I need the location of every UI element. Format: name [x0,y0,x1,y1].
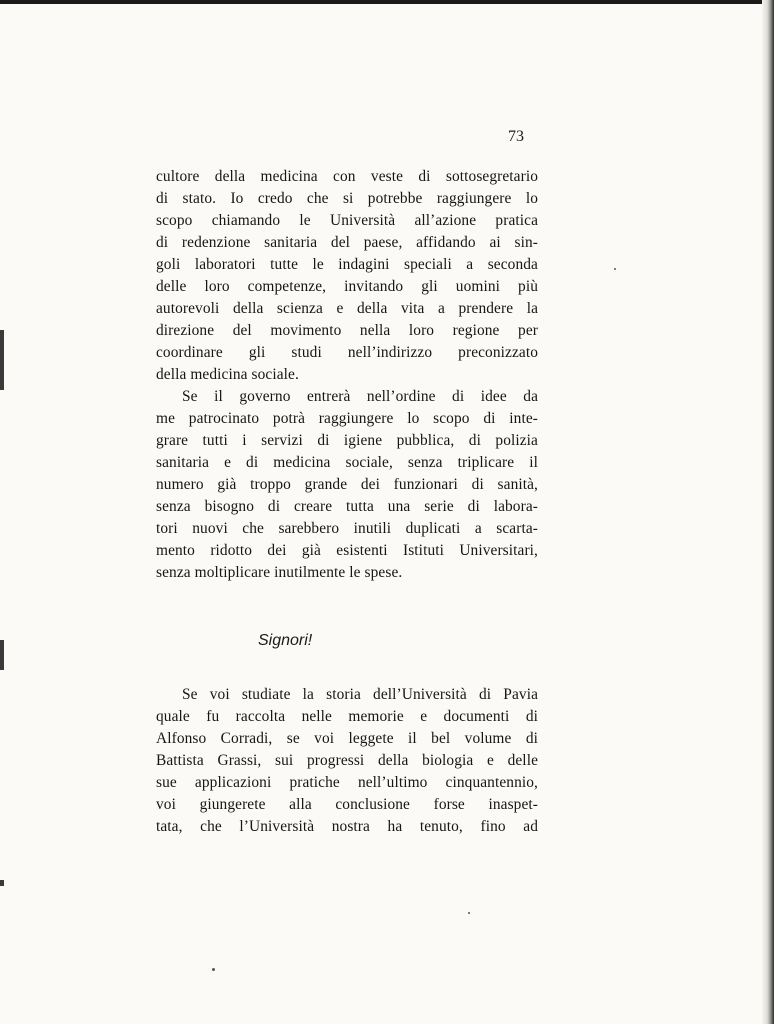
text-line: mento ridotto dei già esistenti Istituti Universitari, [156,542,538,559]
scan-left-edge-mark [0,330,4,390]
body-text-bottom [156,684,538,838]
text-line: senza bisogno di creare tutta una serie di labora- [156,498,538,515]
text-line: tori nuovi che sarebbero inutili duplicati a scarta- [156,520,538,537]
text-line: coordinare gli studi nell’indirizzo preconizzato [156,344,538,361]
text-line: scopo chiamando le Università all’azione pratica [156,212,538,229]
scan-left-edge-mark [0,640,4,670]
text-line: direzione del movimento nella loro regione per [156,322,538,339]
scan-speck [468,912,470,914]
text-line: sue applicazioni pratiche nell’ultimo cinquantennio, [156,774,538,791]
text-line: voi giungerete alla conclusione forse inaspet- [156,796,538,813]
text-line: tata, che l’Università nostra ha tenuto, fino ad [156,818,538,835]
paragraph [156,166,538,386]
text-line: Alfonso Corradi, se voi leggete il bel volume di [156,730,538,747]
scan-speck [212,968,215,971]
text-line: cultore della medicina con veste di sottosegretario [156,168,538,185]
page-number: 73 [508,128,524,145]
body-text-top [156,166,538,584]
text-line: delle loro competenze, invitando gli uomini più [156,278,538,295]
scan-right-edge [762,0,774,1024]
text-line: autorevoli della scienza e della vita a prendere la [156,300,538,317]
text-line: goli laboratori tutte le indagini speciali a seconda [156,256,538,273]
scan-top-edge [0,0,774,4]
text-line: di stato. Io credo che si potrebbe raggiungere lo [156,190,538,207]
text-line: senza moltiplicare inutilmente le spese. [156,564,403,581]
section-heading: Signori! [258,632,313,649]
text-line: della medicina sociale. [156,366,299,383]
text-line: quale fu raccolta nelle memorie e documenti di [156,708,538,725]
text-line: di redenzione sanitaria del paese, affidando ai sin- [156,234,538,251]
text-line: sanitaria e di medicina sociale, senza triplicare il [156,454,538,471]
paragraph [156,386,538,584]
text-line: Se il governo entrerà nell’ordine di idee da [182,388,538,405]
text-line: Se voi studiate la storia dell’Università di Pavia [182,686,538,703]
scan-left-edge-mark [0,880,4,886]
text-line: me patrocinato potrà raggiungere lo scopo di inte- [156,410,538,427]
paragraph [156,684,538,838]
scan-speck [614,268,616,270]
text-line: numero già troppo grande dei funzionari di sanità, [156,476,538,493]
text-line: grare tutti i servizi di igiene pubblica, di polizia [156,432,538,449]
text-line: Battista Grassi, sui progressi della biologia e delle [156,752,538,769]
